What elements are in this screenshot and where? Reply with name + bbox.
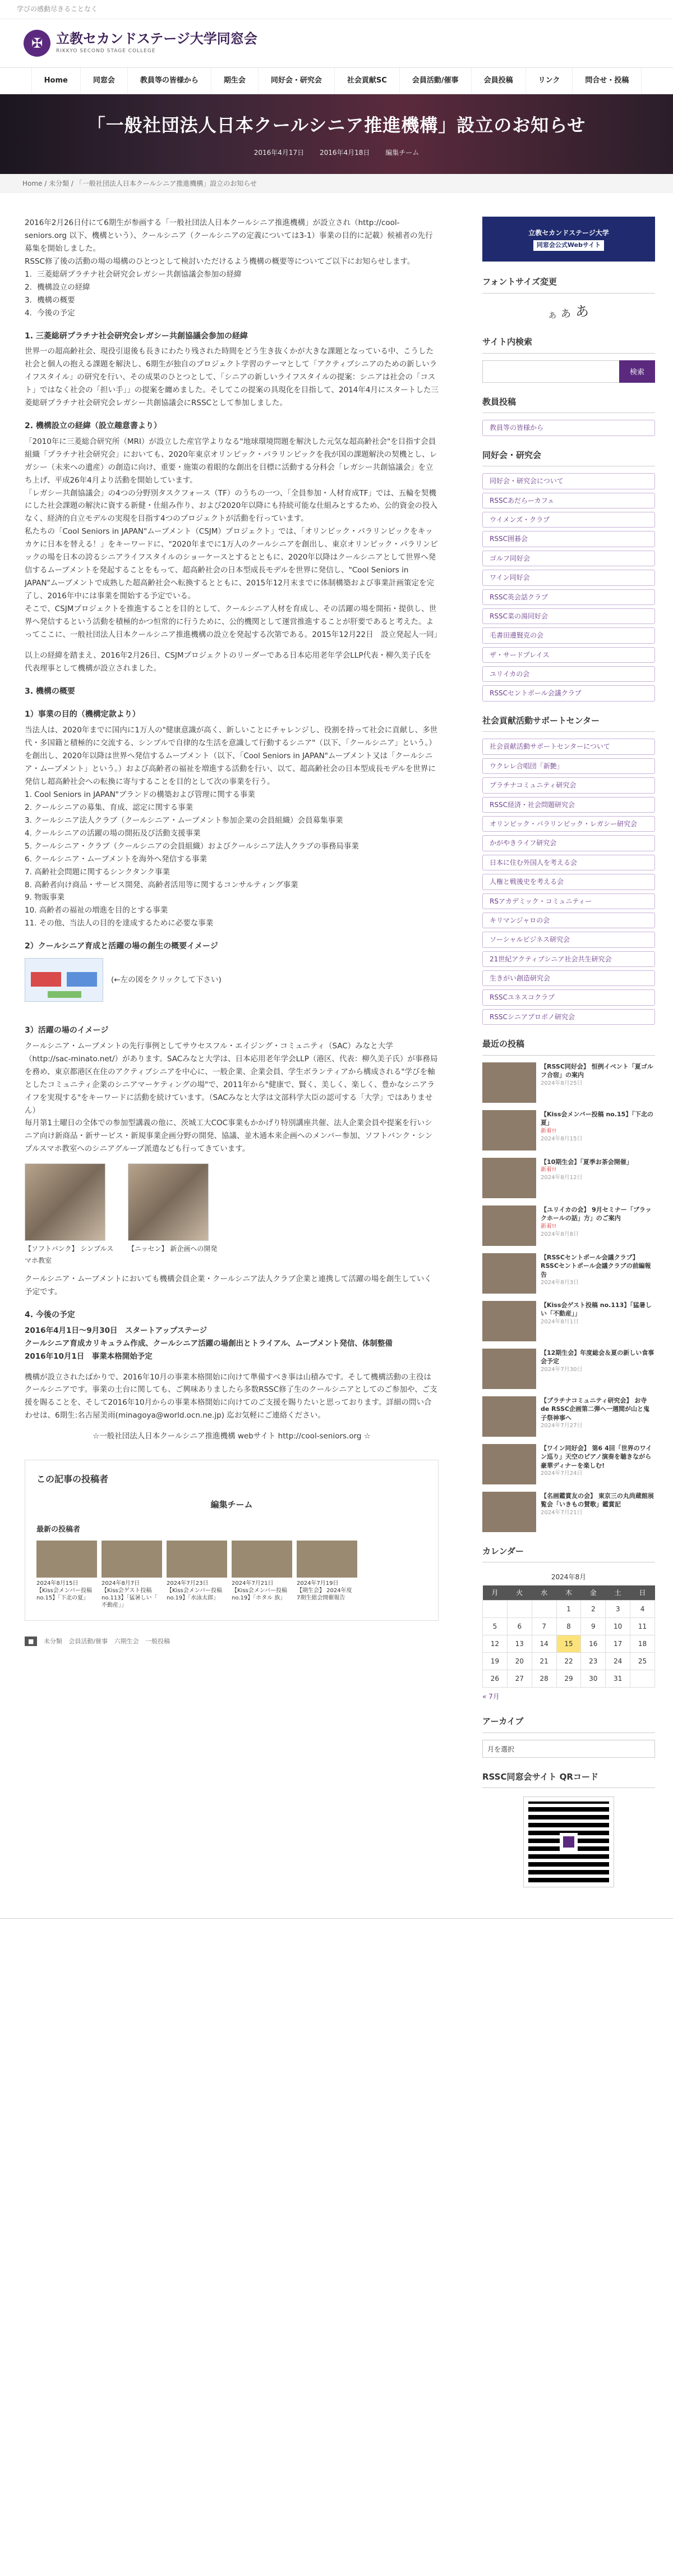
font-large-button[interactable]: あ <box>575 303 589 319</box>
calendar-weekday: 土 <box>606 1585 630 1601</box>
paragraph: 2016年4月1日～9月30日 スタートアップステージ クールシニア育成カリキュラム作成、クールシニア活躍の場創出とトライアル、ムーブメント発信、体制整備 2016年10月1日 事業本格開始予定 <box>25 1326 393 1361</box>
calendar-heading: カレンダー <box>482 1544 655 1563</box>
calendar-day[interactable]: 16 <box>581 1635 606 1653</box>
font-small-button[interactable]: あ <box>548 311 556 320</box>
calendar-day[interactable]: 20 <box>507 1653 532 1670</box>
nav-social[interactable]: 社会貢献SC <box>335 68 400 94</box>
calendar-day[interactable]: 8 <box>556 1618 581 1635</box>
calendar-day <box>483 1601 508 1618</box>
sidebar-link[interactable]: 同好会・研究会について <box>482 473 655 489</box>
calendar-day[interactable]: 15 <box>556 1635 581 1653</box>
author-recent-post[interactable]: 2024年7月19日 【期生会】 2024年度 7期生総会開催報告 <box>297 1541 357 1609</box>
calendar-day[interactable]: 25 <box>630 1653 655 1670</box>
sidebar-link[interactable]: ウクレレ合唱団「新艶」 <box>482 758 655 774</box>
paragraph: クールシニア・ムーブメントの先行事例としてサウセスフル・エイジング・コミュニティ（SAC）みなと大学（http://sac-minato.net/）があります。SACみなと大学は、日本応用老年学会LLP（港区、代表：柳久美子氏）が事務局を務め、東京都港区在住のアクティブシニアを中心に、一般企業、企業会員、学生ボランティアから構成される"学びを軸としたコミュニティ企業のシニアマーケティングの場"で、2011年から"健康で、賢く、美しく、楽しく、豊かなシニアライフを実現する"をキーワードに活動を続けています。（SACみなと大学は文部科学大臣の認可する「大学」ではありません） 毎月第1土曜日の全体での参加型講義の他に、茨城工大COC事業もかかげり特別講座共催、法人企業会員や提案を行いシニア向け新商品・新サービス・新規事業企画分野の開発、協議、並木通本来企画へのメンバー参加、ソフトバンク・シンプルスマホ教室へのシニアグループ派遣なども行ってきています。 <box>25 1041 438 1154</box>
calendar-day[interactable]: 9 <box>581 1618 606 1635</box>
section-heading: 4. 今後の予定 <box>25 1310 75 1319</box>
paragraph: 「2010年に三菱総合研究所（MRI）が設立した産官学よりなる"地球環境問題を解決した元気な超高齢社会"を目指す会員組織「プラチナ社会研究会」においても、2020年東京オリンピック・パラリンピックを我が国の課題解決の契機とし、レガシー（未来への遺産）の創造に向け、重要・施策の着眼的な創出を目標に活動する分科会「レガシー共創協議会」を立ち上げ、平成26年4月より活動を開始しています。 「レガシー共創協議会」の4つの分野別タスクフォース（TF）のうちの一つ、「全員参加・人材育成TF」では、五輪を契機にした社会課題の解決に資する新健・仕組み作り、および2020年以降にも持続可能な仕組みとするため、公的資金の投入なく、経済的自立モデルの実現を目指す4つのプロジェクトが活動を行っています。 私たちの「Cool Seniors in JAPAN"ムーブメント（CSJM）プロジェクト」では、「オリンピック・パラリンピックをキッカケに日本を替える！」をキーワードに、"2020年までに1万人のクールシニアを創出し、東京オリンピック・パラリンピックの場を日本の誇るシニアライフスタイルのショーケースとするとともに、2020年以降はクールシニアとして世界へ発信するムーブメントを発起することをもって、超高齢社会の日本型成長モデルを世界に発信し、"Cool Seniors in JAPAN"ムーブメントで成熟した超高齢社会へ転換するとともに、2015年12月末までに体制構築および事業計画策定を完了し、2016年中には事業を開始する予定でいる。 そこで、CSJMプロジェクトを推進することを目的として、クールシニア人材を育成し、その活躍の場を開拓・提供し、世界へ発信するという活動を積極的かつ恒常的に行うために、公的機関として運営推進することが肝要であると考えた。よってここに、一般社団法人日本クールシニア推進機構の設立を発起する次第である。2015年12月22日 設立発起人一同」 <box>25 437 442 639</box>
search-heading: サイト内検索 <box>482 335 655 354</box>
sidebar-link[interactable]: RSSC囲碁会 <box>482 531 655 547</box>
calendar-day[interactable]: 2 <box>581 1601 606 1618</box>
sidebar-link[interactable]: オリンピック・パラリンピック・レガシー研究会 <box>482 816 655 832</box>
calendar-day[interactable]: 13 <box>507 1635 532 1653</box>
site-header <box>0 19 673 67</box>
qr-heading: RSSC同窓会サイト QRコード <box>482 1770 655 1789</box>
recent-post[interactable]: 【プラチナコミュニティ研究会】 お寺de RSSC企画第二弾へ一週間が山と鬼子祭神事へ 2024年7月27日 <box>482 1396 655 1437</box>
calendar-day[interactable]: 5 <box>483 1618 508 1635</box>
font-size-heading: フォントサイズ変更 <box>482 275 655 294</box>
tag[interactable]: 会員活動/催事 <box>68 1638 108 1645</box>
page-title: 「一般社団法人日本クールシニア推進機構」設立のお知らせ <box>87 114 586 136</box>
post-meta <box>247 147 426 158</box>
calendar-day[interactable]: 31 <box>606 1670 630 1688</box>
sidebar-link[interactable]: 日本に住む外国人を考える会 <box>482 855 655 870</box>
calendar-caption: 2024年8月 <box>551 1573 587 1582</box>
calendar-day[interactable]: 7 <box>532 1618 556 1635</box>
official-site-banner[interactable]: 立教セカンドステージ大学 同窓会公式Webサイト <box>482 217 655 262</box>
concept-diagram-image[interactable] <box>25 958 103 1002</box>
sidebar-link[interactable]: ソーシャルビジネス研究会 <box>482 932 655 947</box>
calendar-day[interactable]: 22 <box>556 1653 581 1670</box>
sidebar-link[interactable]: RSSC菜の湯同好会 <box>482 608 655 624</box>
recent-post[interactable]: 【Kiss会メンバー投稿 no.15】「下北の夏」 新着!! 2024年8月15日 <box>482 1110 655 1151</box>
subsection-heading: 3）活躍の場のイメージ <box>25 1026 109 1035</box>
site-logo[interactable] <box>24 30 257 57</box>
sidebar-link[interactable]: 人権と戦後史を考える会 <box>482 874 655 890</box>
sidebar-link[interactable]: かがやきライフ研究会 <box>482 835 655 851</box>
sidebar-link[interactable]: ゴルフ同好会 <box>482 551 655 566</box>
calendar-day <box>532 1601 556 1618</box>
tag[interactable]: 一般投稿 <box>145 1638 170 1645</box>
calendar-day[interactable]: 24 <box>606 1653 630 1670</box>
sidebar-link[interactable]: 21世紀アクティブシニア社会共生研究会 <box>482 951 655 967</box>
calendar-day[interactable]: 23 <box>581 1653 606 1670</box>
sidebar-link[interactable]: ザ・サードプレイス <box>482 647 655 663</box>
nav-posts[interactable]: 会員投稿 <box>472 68 526 94</box>
recent-post[interactable]: 【12期生会】年度総会＆夏の新しい食事会予定 2024年7月30日 <box>482 1349 655 1389</box>
calendar-weekday: 金 <box>581 1585 606 1601</box>
sidebar-link[interactable]: 生きがい創造研究会 <box>482 970 655 986</box>
calendar-day[interactable]: 14 <box>532 1635 556 1653</box>
sidebar-link[interactable]: RSSCセントポール会議クラブ <box>482 685 655 701</box>
author-box-heading: この記事の投稿者 <box>36 1474 109 1485</box>
clubs-list <box>482 473 655 702</box>
social-heading: 社会貢献活動サポートセンター <box>482 714 655 732</box>
article-body <box>25 217 442 1896</box>
published-date: 2016年4月17日 <box>253 149 305 157</box>
updated-date: 2016年4月18日 <box>319 149 370 157</box>
sidebar-link[interactable]: ユリイカの会 <box>482 666 655 682</box>
qr-code-image <box>524 1797 614 1887</box>
hero-banner <box>0 94 673 174</box>
clubs-heading: 同好会・研究会 <box>482 448 655 467</box>
site-title: 立教セカンドステージ大学同窓会 <box>56 30 257 47</box>
calendar-weekday: 日 <box>630 1585 655 1601</box>
calendar-day <box>630 1670 655 1688</box>
photo-caption: 【ソフトバンク】 シンプルスマホ教室 <box>25 1245 114 1264</box>
paragraph: 機構が設立されたばかりで、2016年10月の事業本格開始に向けて準備すべき事は山積みです。そして機構活動の主役はクールシニアです。事業の土台に関しても、ご興味ありましたら多数RSSC修了生のクールシニアとしてのご参加や、ご支援を賜ることを、そして2016年10月からの事業本格開始に向けてのご支援を賜りたいと思っております。詳細の問い合わせは、6期生:名古屋美雨(minagoya@world.ocn.ne.jp) 迄お気軽にご連絡ください。 <box>25 1372 437 1420</box>
sidebar-link[interactable]: RSSCあだらーカフェ <box>482 493 655 508</box>
sidebar-link[interactable]: プラチナコミュニティ研究会 <box>482 777 655 793</box>
author-recent-post[interactable]: 2024年8月7日 【Kiss会ゲスト投稿 no.113】「猛暑しい「 不動産」」 <box>102 1541 162 1609</box>
post-author[interactable]: 編集チーム <box>385 149 420 157</box>
author-recent-post[interactable]: 2024年7月23日 【Kiss会メンバー投稿 no.19】「水泳太郎」 <box>167 1541 227 1609</box>
tagline: 学びの感動尽きることなく <box>0 0 673 19</box>
subsection-heading: 1）事業の目的（機構定款より） <box>25 710 140 719</box>
recent-posts-heading: 最近の投稿 <box>482 1037 655 1056</box>
post-tags <box>25 1637 439 1647</box>
paragraph: 以上の経緯を踏まえ、2016年2月26日、CSJMプロジェクトのリーダーである日本応用老年学会LLP代表・柳久美子氏を代表理事として機構が設立されました。 <box>25 650 431 673</box>
calendar-day[interactable]: 27 <box>507 1670 532 1688</box>
recent-post[interactable]: 【名画鑑賞友の会】 東京三の丸尚蔵館展覧会「いきもの賛歌」鑑賞記 2024年7月21日 <box>482 1492 655 1532</box>
author-box <box>25 1460 439 1621</box>
calendar-day[interactable]: 19 <box>483 1653 508 1670</box>
calendar-day[interactable]: 12 <box>483 1635 508 1653</box>
archive-select[interactable]: 月を選択 <box>482 1740 655 1758</box>
section-heading: 1. 三菱総研プラチナ社会研究会レガシー共創協議会参加の経緯 <box>25 331 248 341</box>
social-list <box>482 739 655 1025</box>
sidebar-link[interactable]: RSSCユネスコクラブ <box>482 989 655 1005</box>
calendar-day[interactable]: 18 <box>630 1635 655 1653</box>
calendar-weekday: 水 <box>532 1585 556 1601</box>
softbank-photo[interactable] <box>25 1163 105 1241</box>
sidebar <box>482 217 655 1896</box>
nissen-photo[interactable] <box>128 1163 209 1241</box>
calendar-day[interactable]: 10 <box>606 1618 630 1635</box>
paragraph: 世界一の超高齢社会、現役引退後も長きにわたり残された時間をどう生き抜くかが大きな課題となっている中、こうした社会と個人の抱える課題を解決し、6期生が独自のプロジェクト学習のテーマとして「アクティブシニアのための新しいライフスタイル」の研究を行い、その成果のひとつとして、「シニアの新しいライフスタイルの提案：シニアは社会の「コスト」ではなく社会の「担い手」」の提案を纏めました。そしてこの提案の具現化を目指して、2014年4月にスタートした三菱総研プラチナ社会研究会レガシー共創協議会にRSSCとして参加しました。 <box>25 347 439 408</box>
nav-events[interactable]: 会員活動/催事 <box>400 68 472 94</box>
calendar-prev-link[interactable]: « 7月 <box>482 1693 500 1701</box>
category-label: ■ <box>25 1637 37 1646</box>
breadcrumb[interactable]: Home / 未分類 / 「一般社団法人日本クールシニア推進機構」設立のお知らせ <box>0 174 673 193</box>
recent-post[interactable]: 【RSSCセントポール会議クラブ】 RSSCセントポール会議クラブの前編報告 2024年8月3日 <box>482 1253 655 1294</box>
logo-emblem-icon: ✠ <box>24 30 50 57</box>
sidebar-link[interactable]: ワイン同好会 <box>482 570 655 585</box>
calendar-day[interactable]: 4 <box>630 1601 655 1618</box>
paragraph: クールシニア・ムーブメントにおいても機構会員企業・クールシニア法人クラブ企業と連携して活躍の場を創生していく予定です。 <box>25 1275 432 1296</box>
main-nav <box>0 67 673 94</box>
nav-class[interactable]: 期生会 <box>211 68 259 94</box>
photo-caption: 【ニッセン】 新企画への開発 <box>128 1245 218 1253</box>
edu-heading: 教員投稿 <box>482 395 655 414</box>
recent-post[interactable]: 【Kiss会ゲスト投稿 no.113】「猛暑しい「不動産」」 2024年8月1日 <box>482 1301 655 1341</box>
calendar-day[interactable]: 17 <box>606 1635 630 1653</box>
calendar-weekday: 火 <box>507 1585 532 1601</box>
tag[interactable]: 六期生会 <box>114 1638 139 1645</box>
calendar-day <box>507 1601 532 1618</box>
calendar-weekday: 木 <box>556 1585 581 1601</box>
site-subtitle: RIKKYO SECOND STAGE COLLEGE <box>56 48 156 54</box>
footer <box>0 1918 673 1952</box>
calendar <box>482 1569 655 1688</box>
sidebar-link[interactable]: 毛書田邊賢克の会 <box>482 627 655 643</box>
calendar-day[interactable]: 30 <box>581 1670 606 1688</box>
search-input[interactable] <box>482 360 619 383</box>
search-form <box>482 360 655 383</box>
nav-clubs[interactable]: 同好会・研究会 <box>259 68 335 94</box>
archive-heading: アーカイブ <box>482 1715 655 1733</box>
nav-alumni[interactable]: 同窓会 <box>81 68 128 94</box>
sidebar-link[interactable]: RSSC経済・社会問題研究会 <box>482 797 655 813</box>
recent-post[interactable]: 【ワイン同好会】 第6 4回「世界のワイン巡り」天空のピアノ演奏を聴きながら豪華ディナーを楽しむ! 2024年7月24日 <box>482 1444 655 1484</box>
calendar-day[interactable]: 1 <box>556 1601 581 1618</box>
sidebar-link[interactable]: ウイメンズ・クラブ <box>482 512 655 528</box>
author-recent-heading: 最新の投稿者 <box>36 1525 81 1534</box>
recent-post[interactable]: 【RSSC同好会】 恒例イベント「夏ゴルフ合宿」の案内 2024年8月25日 <box>482 1062 655 1103</box>
sidebar-link[interactable]: RSSCシニアプロボノ研究会 <box>482 1009 655 1025</box>
recent-post[interactable]: 【ユリイカの会】 9月セミナー「ブラックホールの話」方」のご案内 新着!! 2024年8月8日 <box>482 1206 655 1246</box>
recent-post[interactable]: 【10期生会】「夏季お茶会開催」 新着!! 2024年8月12日 <box>482 1158 655 1198</box>
external-link[interactable]: ☆一般社団法人日本クールシニア推進機構 webサイト http://cool-seniors.org ☆ <box>93 1432 371 1441</box>
sidebar-link[interactable]: RSSC英会話クラブ <box>482 589 655 605</box>
figure-note: (←左の図をクリックして下さい) <box>111 975 222 984</box>
subsection-heading: 2）クールシニア育成と活躍の場の創生の概要イメージ <box>25 942 218 951</box>
nav-teachers[interactable]: 教員等の皆様から <box>128 68 211 94</box>
author-recent-post[interactable]: 2024年7月21日 【Kiss会メンバー投稿 no.19】「ホタル 族」 <box>232 1541 292 1609</box>
search-button[interactable]: 検索 <box>619 360 655 383</box>
sidebar-link[interactable]: キリマンジャロの会 <box>482 913 655 928</box>
sidebar-link[interactable]: 社会貢献活動サポートセンターについて <box>482 739 655 754</box>
calendar-day[interactable]: 3 <box>606 1601 630 1618</box>
section-heading: 3. 機構の概要 <box>25 686 75 696</box>
font-size-switcher <box>482 300 655 323</box>
calendar-day[interactable]: 21 <box>532 1653 556 1670</box>
calendar-day[interactable]: 28 <box>532 1670 556 1688</box>
nav-home[interactable]: Home <box>31 68 81 94</box>
nav-contact[interactable]: 問合せ・投稿 <box>573 68 642 94</box>
calendar-day[interactable]: 29 <box>556 1670 581 1688</box>
paragraph: 当法人は、2020年までに国内に1万人の"健康意識が高く、新しいことにチャレンジし、役割を持って社会に貢献し、多世代・多国籍と積極的に交流する、シンプルで自律的な生活を意識して行動するシニア"（以下、「クールシニア」という。）を創出し、2020年以降は世界へ発信するムーブメント（以下、「Cool Seniors in JAPAN"ムーブメント又は「クールシニア・ムーブメント」という。）および高齢者の福祉を増進する活動を行い、以て、超高齢社会の日本型成長モデルを世界に発信し超高齢社会への転換に寄与することを目的として次の事業を行う。 1. Cool Seniors in JAPAN"ブランドの構築および管理に関する事業 2. クールシニアの募集、育成、認定に関する事業 3. クールシニア法人クラブ（クールシニア・ムーブメント参加企業の会員組織）会員募集事業 4. クールシニアの活躍の場の開拓及び活動支援事業 5. クールシニア・クラブ（クールシニアの会員組織）およびクールシニア法人クラブの事務局事業 6. クールシニア・ムーブメントを海外へ発信する事業 7. 高齢社会問題に関するシンクタンク事業 8. 高齢者向け商品・サービス開発、高齢者活用等に関するコンサルティング事業 9. 物販事業 10. 高齢者の福祉の増進を目的とする事業 11. その他、当法人の目的を達成するために必要な事業 <box>25 726 438 928</box>
nav-links[interactable]: リンク <box>526 68 573 94</box>
font-medium-button[interactable]: あ <box>561 308 571 320</box>
sidebar-link[interactable]: 教員等の皆様から <box>482 420 655 436</box>
recent-posts <box>482 1062 655 1532</box>
article-intro: 2016年2月26日付にて6期生が参画する「一般社団法人日本クールシニア推進機構」が設立され（http://cool-seniors.org 以下、機構という）、クールシニア（クールシニアの定義については3-1）事業の目的に記載）候補者の先行募集を開始しました。 RSSC修了後の活動の場の場構のひとつとして検討いただけるよう機構の概要等についてご以下にお知らせします。 1．三菱総研プラチナ社会研究会レガシー共創協議会参加の経緯 2．機構設立の経緯 3．機構の概要 4．今後の予定 <box>25 218 433 318</box>
calendar-day[interactable]: 26 <box>483 1670 508 1688</box>
author-recent-post[interactable]: 2024年8月15日 【Kiss会メンバー投稿 no.15】「下北の夏」 <box>36 1541 97 1609</box>
calendar-weekday: 月 <box>483 1585 508 1601</box>
calendar-day[interactable]: 6 <box>507 1618 532 1635</box>
tag[interactable]: 未分類 <box>43 1638 62 1645</box>
sidebar-link[interactable]: RSアカデミック・コミュニティー <box>482 893 655 909</box>
section-heading: 2. 機構設立の経緯（設立趣意書より） <box>25 421 162 430</box>
calendar-day[interactable]: 11 <box>630 1618 655 1635</box>
author-name[interactable]: 編集チーム <box>210 1500 253 1510</box>
